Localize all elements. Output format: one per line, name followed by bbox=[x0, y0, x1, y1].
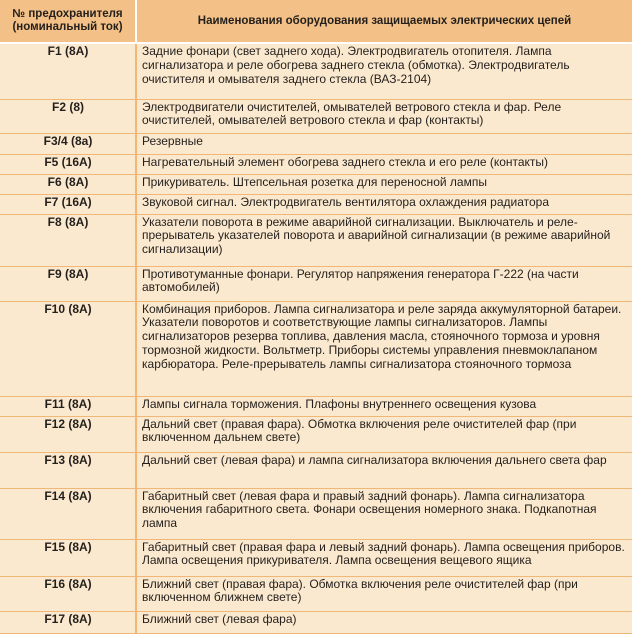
fuse-circuits: Задние фонари (свет заднего хода). Электродвигатель отопителя. Лампа сигнализатора и реле обогрева заднего стекла (обмотка). Электродвигатель очистителя и омывателя заднего стекла (ВАЗ-2104) bbox=[136, 43, 632, 99]
table-row bbox=[0, 174, 632, 194]
header-row bbox=[0, 0, 632, 43]
table-row bbox=[0, 301, 632, 396]
table-row bbox=[0, 452, 632, 488]
fuse-id: F9 (8А) bbox=[0, 266, 136, 301]
fuse-circuits: Дальний свет (правая фара). Обмотка включения реле очистителей фар (при включенном дальнем свете) bbox=[136, 416, 632, 452]
fuse-id: F12 (8А) bbox=[0, 416, 136, 452]
table-row bbox=[0, 266, 632, 301]
fuse-circuits: Дальний свет (левая фара) и лампа сигнализатора включения дальнего света фар bbox=[136, 452, 632, 488]
fuse-circuits: Комбинация приборов. Лампа сигнализатора и реле заряда аккумуляторной батареи. Указатели поворотов и соответствующие лампы сигнализаторов. Лампы сигнализаторов резерва топлива, давления масла, стояночного тормоза и уровня тормозной жидкости. Вольтметр. Приборы системы управления пневмоклапаном карбюратора. Реле-прерыватель лампы сигнализатора стояночного тормоза bbox=[136, 301, 632, 396]
table-row bbox=[0, 576, 632, 611]
fuse-id: F10 (8А) bbox=[0, 301, 136, 396]
table-body bbox=[0, 43, 632, 633]
fuse-id: F6 (8А) bbox=[0, 174, 136, 194]
fuse-circuits: Нагревательный элемент обогрева заднего стекла и его реле (контакты) bbox=[136, 154, 632, 174]
fuse-circuits: Указатели поворота в режиме аварийной сигнализации. Выключатель и реле-прерыватель указателей поворота и аварийной сигнализации (в режиме аварийной сигнализации) bbox=[136, 214, 632, 266]
fuse-id: F11 (8А) bbox=[0, 396, 136, 416]
table-header bbox=[0, 0, 632, 43]
table-row bbox=[0, 99, 632, 133]
fuse-circuits: Звуковой сигнал. Электродвигатель вентилятора охлаждения радиатора bbox=[136, 194, 632, 214]
fuse-id: F15 (8А) bbox=[0, 539, 136, 576]
table-row bbox=[0, 133, 632, 154]
fuse-column-header: № предохранителя (номинальный ток) bbox=[0, 0, 136, 43]
fuse-id: F2 (8) bbox=[0, 99, 136, 133]
fuse-circuits: Противотуманные фонари. Регулятор напряжения генератора Г-222 (на части автомобилей) bbox=[136, 266, 632, 301]
fuse-circuits: Ближний свет (правая фара). Обмотка включения реле очистителей фар (при включенном ближнем свете) bbox=[136, 576, 632, 611]
table-row bbox=[0, 194, 632, 214]
fuse-id: F8 (8А) bbox=[0, 214, 136, 266]
fuse-id: F3/4 (8а) bbox=[0, 133, 136, 154]
fuse-circuits: Габаритный свет (правая фара и левый задний фонарь). Лампа освещения приборов. Лампа освещения прикуривателя. Лампа освещения вещевого ящика bbox=[136, 539, 632, 576]
fuse-circuits: Электродвигатели очистителей, омывателей ветрового стекла и фар. Реле очистителей, омывателей ветрового стекла и фар (контакты) bbox=[136, 99, 632, 133]
table-row bbox=[0, 43, 632, 99]
table-row bbox=[0, 416, 632, 452]
fuse-circuits: Резервные bbox=[136, 133, 632, 154]
fuse-circuits: Лампы сигнала торможения. Плафоны внутреннего освещения кузова bbox=[136, 396, 632, 416]
fuse-circuits: Габаритный свет (левая фара и правый задний фонарь). Лампа сигнализатора включения габаритного света. Фонари освещения номерного знака. Подкапотная лампа bbox=[136, 488, 632, 539]
fuse-id: F17 (8А) bbox=[0, 611, 136, 633]
table-row bbox=[0, 214, 632, 266]
table-row bbox=[0, 154, 632, 174]
table-row bbox=[0, 488, 632, 539]
table-row bbox=[0, 396, 632, 416]
fuse-circuits: Прикуриватель. Штепсельная розетка для переносной лампы bbox=[136, 174, 632, 194]
table-row bbox=[0, 539, 632, 576]
fuse-id: F1 (8А) bbox=[0, 43, 136, 99]
fuse-id: F13 (8А) bbox=[0, 452, 136, 488]
fuse-id: F5 (16А) bbox=[0, 154, 136, 174]
fuse-circuits: Ближний свет (левая фара) bbox=[136, 611, 632, 633]
table-row bbox=[0, 611, 632, 633]
fuse-id: F14 (8А) bbox=[0, 488, 136, 539]
circuits-column-header: Наименования оборудования защищаемых электрических цепей bbox=[136, 0, 632, 43]
fuse-id: F7 (16А) bbox=[0, 194, 136, 214]
fuse-id: F16 (8А) bbox=[0, 576, 136, 611]
